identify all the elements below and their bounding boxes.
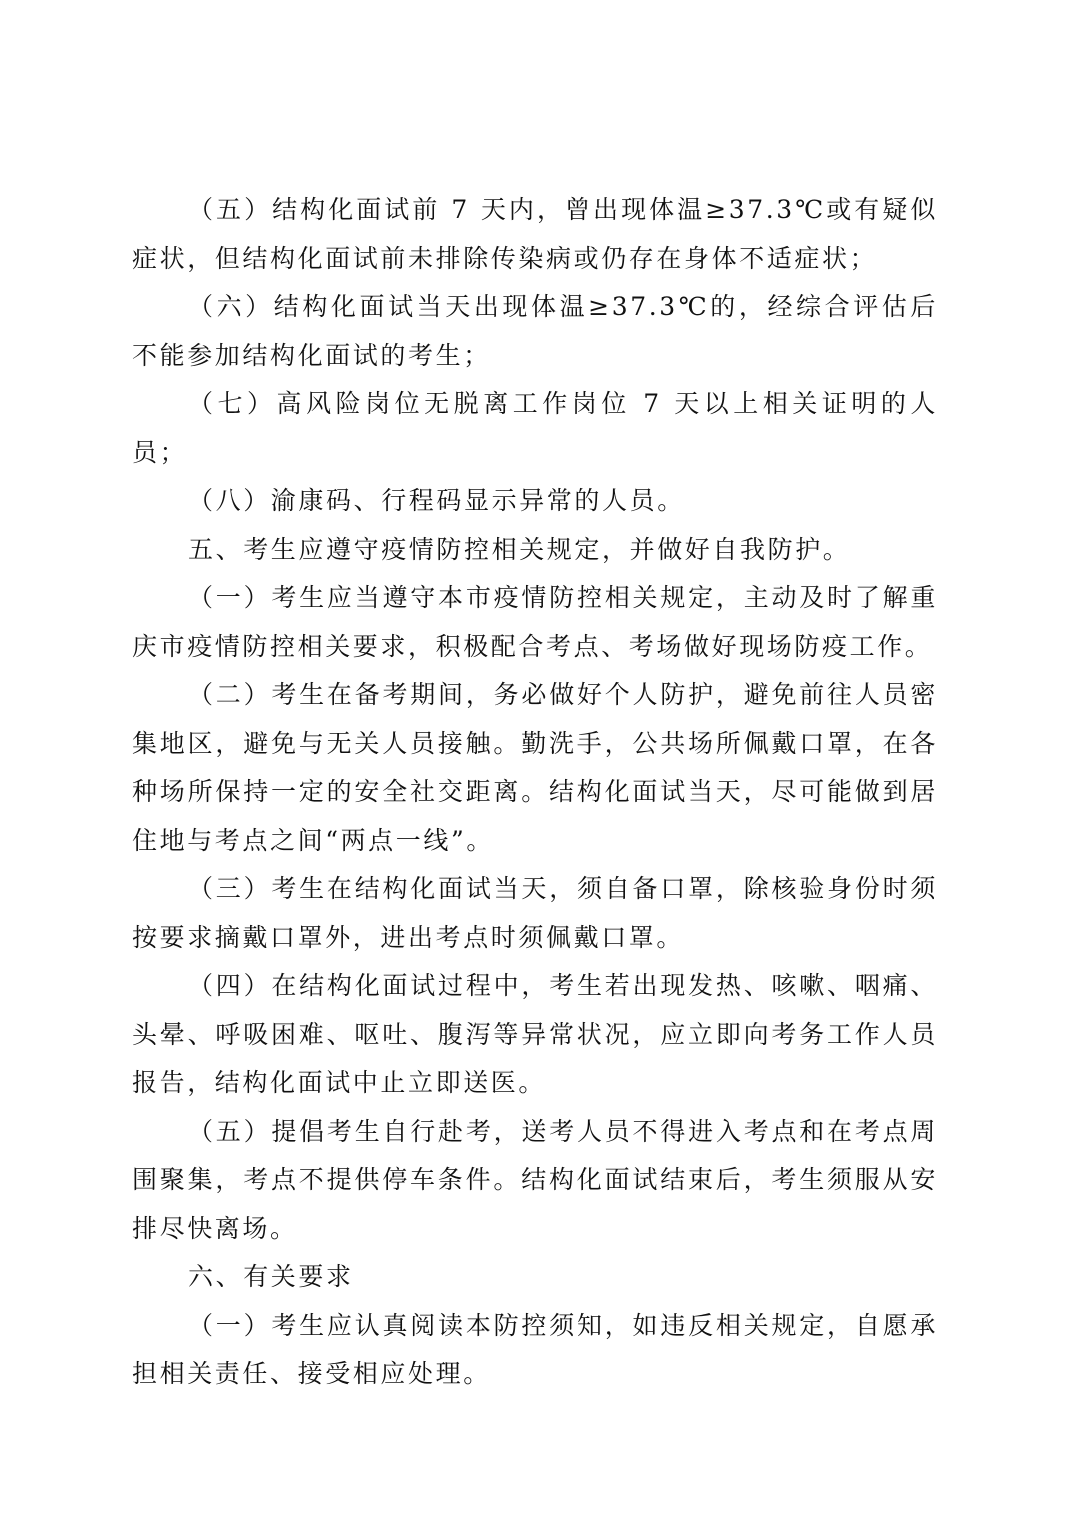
paragraph-section5-item-3: （三）考生在结构化面试当天，须自备口罩，除核验身份时须按要求摘戴口罩外，进出考点时须佩戴口罩。: [132, 874, 938, 952]
section-heading-6: 六、有关要求: [188, 1262, 354, 1291]
paragraph-section6-item-1: （一）考生应认真阅读本防控须知，如违反相关规定，自愿承担相关责任、接受相应处理。: [132, 1310, 938, 1388]
paragraph-item-8-health-code-abnormal: （八）渝康码、行程码显示异常的人员。: [188, 486, 685, 515]
paragraph-section5-item-2: （二）考生在备考期间，务必做好个人防护，避免前往人员密集地区，避免与无关人员接触。勤洗手，公共场所佩戴口罩，在各种场所保持一定的安全社交距离。结构化面试当天，尽可能做到居住地与考点之间“两点一线”。: [132, 680, 938, 855]
section-heading-5: 五、考生应遵守疫情防控相关规定，并做好自我防护。: [188, 534, 851, 564]
paragraph-item-5-symptoms-before-interview: （五）结构化面试前 7 天内，曾出现体温≥37.3℃或有疑似症状，但结构化面试前未排除传染病或仍存在身体不适症状；: [132, 195, 938, 273]
paragraph-item-7-high-risk-post: （七）高风险岗位无脱离工作岗位 7 天以上相关证明的人员；: [132, 389, 938, 467]
paragraph-section5-item-5: （五）提倡考生自行赴考，送考人员不得进入考点和在考点周围聚集，考点不提供停车条件。结构化面试结束后，考生须服从安排尽快离场。: [132, 1116, 938, 1243]
paragraph-item-6-fever-on-interview-day: （六）结构化面试当天出现体温≥37.3℃的，经综合评估后不能参加结构化面试的考生；: [132, 292, 938, 370]
document-body: [132, 186, 938, 1399]
paragraph-section5-item-4: （四）在结构化面试过程中，考生若出现发热、咳嗽、咽痛、头晕、呼吸困难、呕吐、腹泻等异常状况，应立即向考务工作人员报告，结构化面试中止立即送医。: [132, 971, 938, 1097]
paragraph-section5-item-1: （一）考生应当遵守本市疫情防控相关规定，主动及时了解重庆市疫情防控相关要求，积极配合考点、考场做好现场防疫工作。: [132, 583, 938, 661]
